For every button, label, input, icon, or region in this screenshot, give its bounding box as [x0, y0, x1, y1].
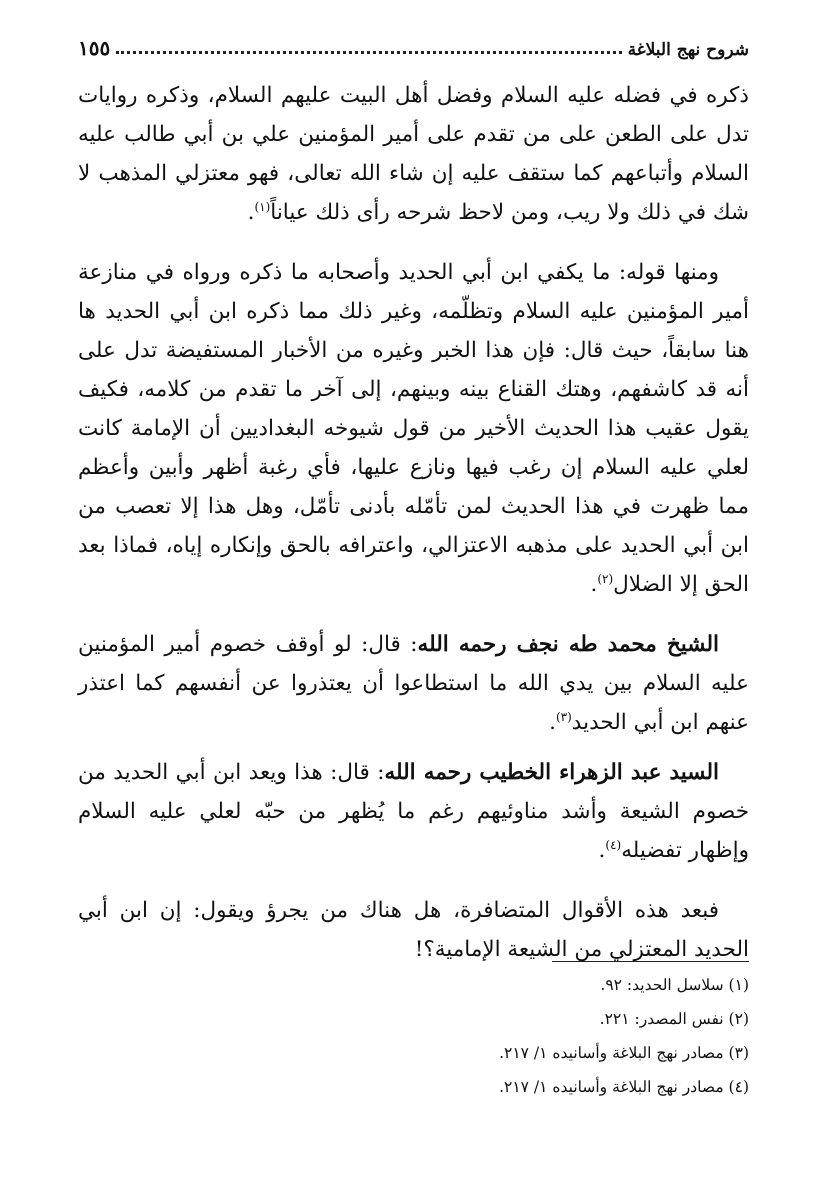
footnote-ref: (٢): [597, 571, 614, 586]
paragraph-3: الشيخ محمد طه نجف رحمه الله: قال: لو أوقف خصوم أمير المؤمنين عليه السلام بين يدي الله ما استطاعوا أن يعتذروا عن أنفسهم كما اعتذر عنهم ابن أبي الحديد$^{(٣)}$.: [78, 632, 749, 735]
footnote-ref: (٣): [555, 709, 572, 724]
running-header: [78, 30, 749, 60]
paragraph-text: فبعد هذه الأقوال المتضافرة، هل هناك من يجرؤ ويقول: إن ابن أبي الحديد المعتزلي من الشيعة الإمامية؟!: [78, 898, 749, 962]
header-leader-dots: [116, 51, 621, 54]
scholar-name: السيد عبد الزهراء الخطيب رحمه الله: [384, 760, 719, 785]
page-number: ١٥٥: [78, 36, 111, 60]
footnotes: [300, 968, 749, 1104]
paragraph-text: ومنها قوله: ما يكفي ابن أبي الحديد وأصحابه ما ذكره ورواه في منازعة أمير المؤمنين عليه السلام وتظلّمه، وغير ذلك مما ذكره ابن أبي الحديد ها هنا سابقاً، حيث قال: فإن هذا الخبر وغيره من الأخبار المستفيضة تدل على أنه قد كاشفهم، وهتك القناع بينه وبينهم، إلى آخر ما تقدم من كلامه، فكيف يقول عقيب هذا الحديث الأخير من قول شيوخه البغداديين أن الإمامة كانت لعلي عليه السلام إن رغب فيها ونازع عليها، فأي رغبة أظهر وأبين وأعظم مما ظهرت في هذا الحديث لمن تأمّله بأدنى تأمّل، وهل هذا إلا تعصب من ابن أبي الحديد على مذهبه الاعتزالي، واعترافه بالحق وإنكاره إياه، فماذا بعد الحق إلا الضلال: [78, 260, 749, 597]
paragraph-text: ذكره في فضله عليه السلام وفضل أهل البيت عليهم السلام، وذكره روايات تدل على الطعن على من تقدم على أمير المؤمنين علي بن أبي طالب عليه السلام وأتباعهم كما ستقف عليه إن شاء الله تعالى، فهو معتزلي المذهب لا شك في ذلك ولا ريب، ومن لاحظ شرحه رأى ذلك عياناً: [78, 83, 749, 225]
book-title: شروح نهج البلاغة: [627, 40, 749, 60]
paragraph-2: ومنها قوله: ما يكفي ابن أبي الحديد وأصحابه ما ذكره ورواه في منازعة أمير المؤمنين عليه السلام وتظلّمه، وغير ذلك مما ذكره ابن أبي الحديد ها هنا سابقاً، حيث قال: فإن هذا الخبر وغيره من الأخبار المستفيضة تدل على أنه قد كاشفهم، وهتك القناع بينه وبينهم، إلى آخر ما تقدم من كلامه، فكيف يقول عقيب هذا الحديث الأخير من قول شيوخه البغداديين أن الإمامة كانت لعلي عليه السلام إن رغب فيها ونازع عليها، فأي رغبة أظهر وأبين وأعظم مما ظهرت في هذا الحديث لمن تأمّله بأدنى تأمّل، وهل هذا إلا تعصب من ابن أبي الحديد على مذهبه الاعتزالي، واعترافه بالحق وإنكاره إياه، فماذا بعد الحق إلا الضلال$^{(٢)}$.: [78, 260, 749, 597]
footnote-ref: (١): [254, 199, 271, 214]
paragraph-text: : قال: لو أوقف خصوم أمير المؤمنين عليه السلام بين يدي الله ما استطاعوا أن يعتذروا عن أنفسهم كما اعتذر عنهم ابن أبي الحديد: [78, 632, 749, 735]
footnote-1: (١) سلاسل الحديد: ٩٢.: [600, 976, 749, 994]
paragraph-5: [78, 891, 749, 969]
footnote-3: (٣) مصادر نهج البلاغة وأسانيده ١/ ٢١٧.: [499, 1044, 749, 1062]
footnote-separator: [552, 961, 749, 962]
footnote-ref: (٤): [605, 837, 622, 852]
scholar-name: الشيخ محمد طه نجف رحمه الله: [417, 632, 719, 657]
main-text: [78, 76, 749, 990]
paragraph-4: السيد عبد الزهراء الخطيب رحمه الله: قال: هذا ويعد ابن أبي الحديد من خصوم الشيعة وأشد مناوئيهم رغم ما يُظهر من حبّه لعلي عليه السلام وإظهار تفضيله$^{(٤)}$.: [78, 760, 749, 863]
paragraph-1: ذكره في فضله عليه السلام وفضل أهل البيت عليهم السلام، وذكره روايات تدل على الطعن على من تقدم على أمير المؤمنين علي بن أبي طالب عليه السلام وأتباعهم كما ستقف عليه إن شاء الله تعالى، فهو معتزلي المذهب لا شك في ذلك ولا ريب، ومن لاحظ شرحه رأى ذلك عياناً$^{(١)}$.: [78, 83, 749, 225]
footnote-2: (٢) نفس المصدر: ٢٢١.: [599, 1010, 749, 1028]
footnote-4: (٤) مصادر نهج البلاغة وأسانيده ١/ ٢١٧.: [499, 1078, 749, 1096]
paragraph-text: : قال: هذا ويعد ابن أبي الحديد من خصوم الشيعة وأشد مناوئيهم رغم ما يُظهر من حبّه لعلي عليه السلام وإظهار تفضيله: [78, 760, 749, 863]
